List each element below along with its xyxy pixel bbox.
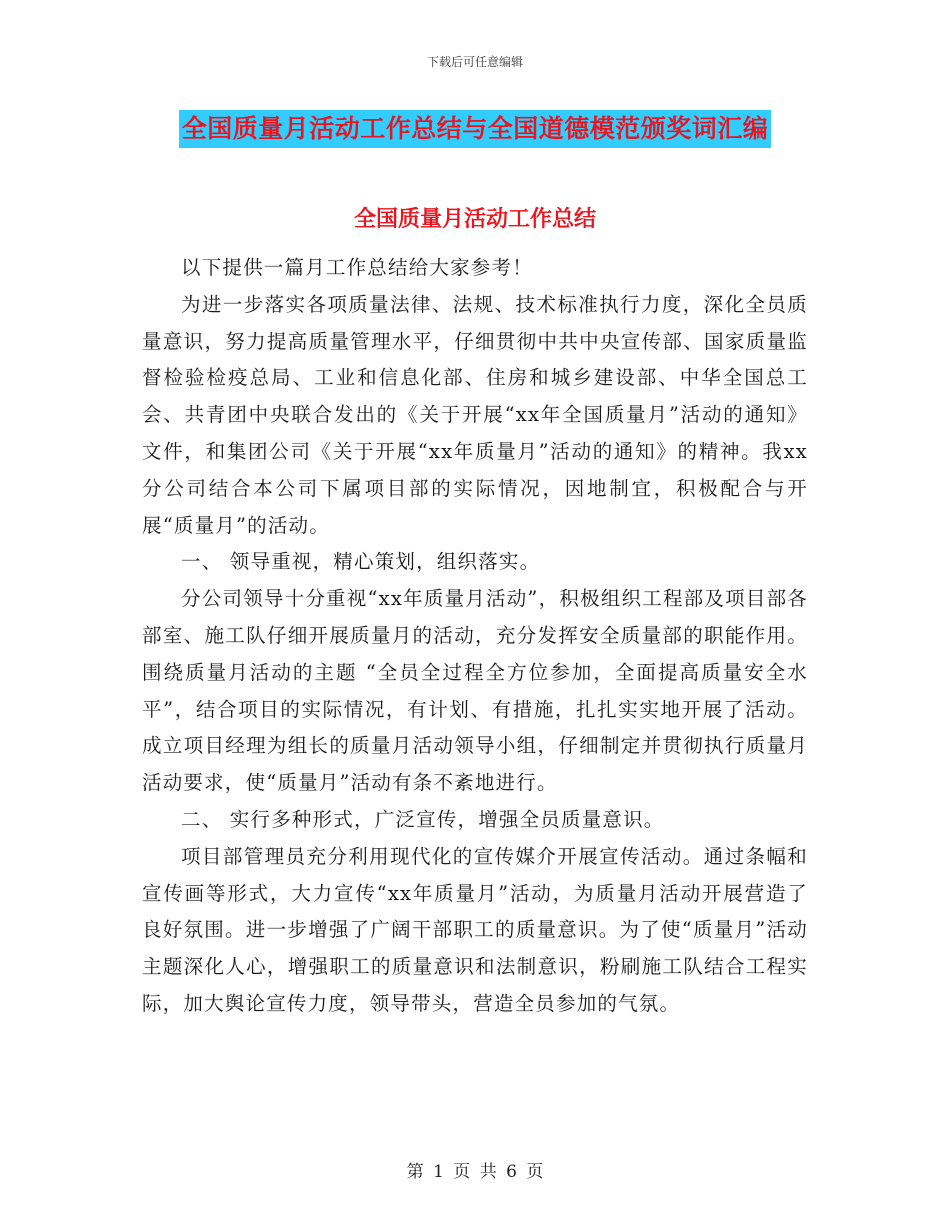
section-heading-2: 二、 实行多种形式，广泛宣传，增强全员质量意识。 [181,807,665,831]
paragraph-3: 项目部管理员充分利用现代化的宣传媒介开展宣传活动。通过条幅和宣传画等形式，大力宣传“xx年质量月”活动，为质量月活动开展营造了良好氛围。进一步增强了广阔干部职工的质量意识。为了使“质量月”活动主题深化人心，增强职工的质量意识和法制意识，粉刷施工队结合工程实际，加大舆论宣传力度，领导带头，营造全员参加的气氛。 [142,844,808,1015]
header-note: 下载后可任意编辑 [426,55,523,69]
section-heading-1: 一、 领导重视，精心策划，组织落实。 [181,550,541,574]
page-footer: 第 1 页 共 6 页 [406,1162,544,1182]
paragraph-1: 为进一步落实各项质量法律、法规、技术标准执行力度，深化全员质量意识，努力提高质量管理水平，仔细贯彻中共中央宣传部、国家质量监督检验检疫总局、工业和信息化部、住房和城乡建设部、中华全国总工会、共青团中央联合发出的《关于开展“xx年全国质量月”活动的通知》文件，和集团公司《关于开展“xx年质量月”活动的通知》的精神。我xx分公司结合本公司下属项目部的实际情况，因地制宜，积极配合与开展“质量月”的活动。 [142,292,808,537]
main-title-wrapper [0,110,950,148]
paragraph-intro: 以下提供一篇月工作总结给大家参考！ [181,256,533,279]
paragraph-2: 分公司领导十分重视“xx年质量月活动”，积极组织工程部及项目部各部室、施工队仔细开展质量月的活动，充分发挥安全质量部的职能作用。围绕质量月活动的主题 “全员全过程全方位参加，全面提高质量安全水平”，结合项目的实际情况，有计划、有措施，扎扎实实地开展了活动。成立项目经理为组长的质量月活动领导小组，仔细制定并贯彻执行质量月活动要求，使“质量月”活动有条不紊地进行。 [142,587,808,795]
main-title: 全国质量月活动工作总结与全国道德模范颁奖词汇编 [179,110,772,148]
sub-title: 全国质量月活动工作总结 [353,206,596,232]
document-body [142,250,808,1023]
